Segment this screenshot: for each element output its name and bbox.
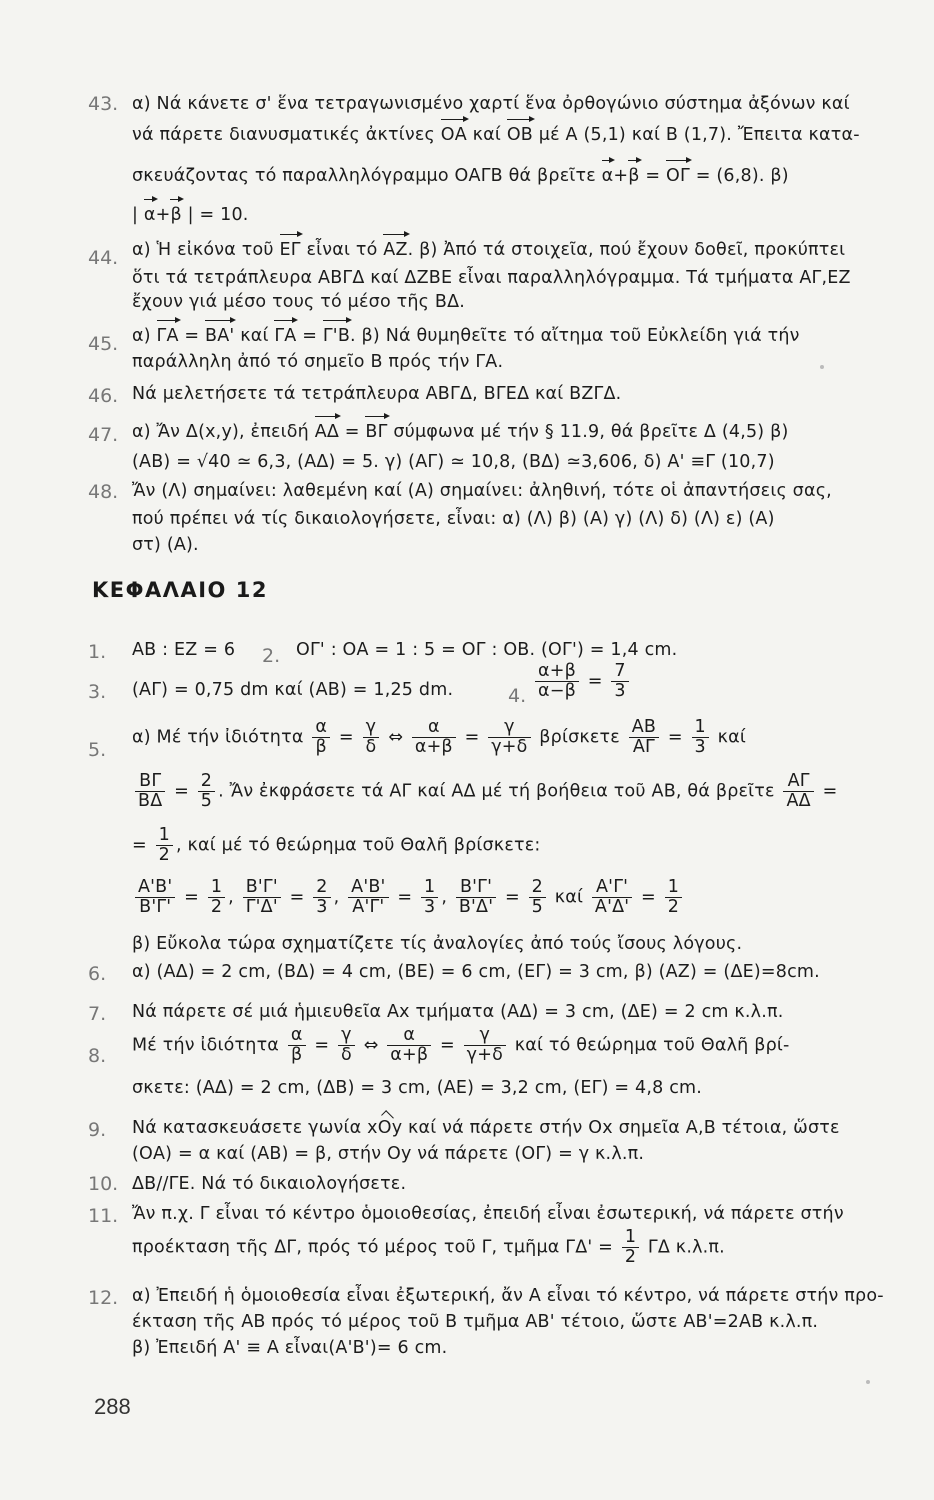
formula-line: $\frac{B\Gamma}{B\Delta}$ = $\frac{2}{5}$ . Ἄν ἐκφράσετε τά ΑΓ καί ΑΔ μέ τή βοήθεια τοῦ ΑΒ, θά βρεῖτε $\frac{A\Gamma}{A\Delta}$ = (132, 772, 894, 811)
text-line: (ΟΑ) = α καί (ΑΒ) = β, στήν Οy νά πάρετε (ΟΓ) = γ κ.λ.π. (132, 1144, 645, 1164)
exercise-number: 9. (88, 1119, 107, 1141)
exercise-number: 10. (88, 1173, 119, 1195)
vector: ΟΒ (506, 125, 533, 145)
page-number: 288 (94, 1394, 131, 1419)
text-line: α) Ἡ εἰκόνα τοῦ ΕΓ εἶναι τό ΑΖ. β) Ἀπό τά στοιχεῖα, πού ἔχουν δοθεῖ, προκύπτει (132, 240, 846, 260)
text-line: παράλληλη ἀπό τό σημεῖο Β πρός τήν ΓΑ. (132, 352, 504, 372)
text-line: α) (ΑΔ) = 2 cm, (ΒΔ) = 4 cm, (ΒΕ) = 6 cm, (ΕΓ) = 3 cm, β) (ΑΖ) = (ΔΕ)=8cm. (132, 962, 820, 982)
formula-line: α) Μέ τήν ἰδιότητα $\frac{\alpha}{\beta}$ = $\frac{\gamma}{\delta}$ ⇔ $\frac{\alpha}{\alpha+\beta}$ = $\frac{\gamma}{\gamma+\delta}$ βρίσκετε $\frac{AB}{A\Gamma}$ = $\frac{1}{3}$ καί (132, 717, 747, 757)
text-line: Νά μελετήσετε τά τετράπλευρα ΑΒΓΔ, ΒΓΕΔ καί ΒΖΓΔ. (132, 384, 622, 404)
text-line: νά πάρετε διανυσματικές ἀκτίνες ΟΑ καί ΟΒ μέ Α (5,1) καί Β (1,7). Ἔπειτα κατα- (132, 125, 860, 145)
speck (820, 365, 824, 369)
text-line: ΔΒ//ΓΕ. Νά τό δικαιολογήσετε. (132, 1174, 407, 1194)
exercise-number: 8. (88, 1045, 107, 1067)
text-line: ΟΓ' : ΟΑ = 1 : 5 = ΟΓ : ΟΒ. (ΟΓ') = 1,4 cm. (296, 640, 678, 660)
vector: ΕΓ (279, 240, 301, 260)
exercise-number: 6. (88, 963, 107, 985)
exercise-number: 47. (88, 424, 119, 446)
text-line: πού πρέπει νά τίς δικαιολογήσετε, εἶναι: α) (Λ) β) (Α) γ) (Λ) δ) (Λ) ε) (Α) (132, 509, 775, 529)
vector: β (170, 205, 182, 225)
text-line: σκετε: (ΑΔ) = 2 cm, (ΔΒ) = 3 cm, (ΑΕ) = 3,2 cm, (ΕΓ) = 4,8 cm. (132, 1078, 703, 1098)
exercise-number: 44. (88, 247, 119, 269)
exercise-number: 46. (88, 385, 119, 407)
exercise-number: 7. (88, 1003, 107, 1025)
exercise-number: 2. (262, 645, 281, 667)
angle-hat: Ο (377, 1118, 392, 1138)
vector: ΟΓ (666, 166, 690, 186)
formula-line: = $\frac{1}{2}$ , καί μέ τό θεώρημα τοῦ Θαλῆ βρίσκετε: (132, 825, 541, 865)
formula-line: Μέ τήν ἰδιότητα $\frac{\alpha}{\beta}$ = $\frac{\gamma}{\delta}$ ⇔ $\frac{\alpha}{\alpha+\beta}$ = $\frac{\gamma}{\gamma+\delta}$ καί τό θεώρημα τοῦ Θαλῆ βρί- (132, 1025, 790, 1065)
text-line: (ΑΒ) = √40 ≃ 6,3, (ΑΔ) = 5. γ) (ΑΓ) ≃ 10,8, (ΒΔ) ≃3,606, δ) Α' ≡Γ (10,7) (132, 452, 775, 472)
speck (866, 1380, 870, 1384)
text-line: έκταση τῆς ΑΒ πρός τό μέρος τοῦ Β τμῆμα ΑΒ' τέτοιο, ὥστε ΑΒ'=2ΑΒ κ.λ.π. (132, 1312, 819, 1332)
text-line: α) ΓΑ = ΒΑ' καί ΓΑ = Γ'Β. β) Νά θυμηθεῖτε τό αἴτημα τοῦ Εὐκλείδη γιά τήν (132, 326, 800, 346)
vector: ΟΑ (440, 125, 467, 145)
vector: Γ'Β (322, 326, 351, 346)
text-line: β) Εὔκολα τώρα σχηματίζετε τίς ἀναλογίες ἀπό τούς ἴσους λόγους. (132, 934, 743, 954)
text-line: ὅτι τά τετράπλευρα ΑΒΓΔ καί ΔΖΒΕ εἶναι παραλληλόγραμμα. Τά τμήματα ΑΓ,ΕΖ (132, 268, 851, 288)
exercise-number: 43. (88, 93, 119, 115)
text-line: Νά πάρετε σέ μιά ἡμιευθεῖα Αx τμήματα (ΑΔ) = 3 cm, (ΔΕ) = 2 cm κ.λ.π. (132, 1002, 784, 1022)
exercise-number: 12. (88, 1287, 119, 1309)
text-line: (ΑΓ) = 0,75 dm καί (ΑΒ) = 1,25 dm. (132, 680, 454, 700)
text-line: στ) (Α). (132, 535, 199, 555)
text-line: ἔχουν γιά μέσο τους τό μέσο τῆς ΒΔ. (132, 292, 466, 312)
vector: ΒΑ' (205, 326, 235, 346)
text-line: α) Ἄν Δ(x,y), ἐπειδή ΑΔ = ΒΓ σύμφωνα μέ τήν § 11.9, θά βρεῖτε Δ (4,5) β) (132, 422, 789, 442)
exercise-number: 4. (508, 685, 527, 707)
vector: ΑΔ (314, 422, 340, 442)
text-line: ΑΒ : ΕΖ = 6 (132, 640, 236, 660)
text-line: Ἄν π.χ. Γ εἶναι τό κέντρο ὁμοιοθεσίας, ἐπειδή εἶναι ἐσωτερική, νά πάρετε στήν (132, 1204, 844, 1224)
exercise-number: 1. (88, 641, 107, 663)
text-line: Νά κατασκευάσετε γωνία xΟy καί νά πάρετε στήν Οx σημεῖα Α,Β τέτοια, ὥστε (132, 1118, 840, 1138)
vector: α (601, 166, 614, 186)
text-line: | α+β | = 10. (132, 205, 249, 225)
text-line: α) Νά κάνετε σ' ἕνα τετραγωνισμένο χαρτί ἕνα ὀρθογώνιο σύστημα ἀξόνων καί (132, 94, 850, 114)
formula: $\frac{\alpha+\beta}{\alpha-\beta}$ = $\frac{7}{3}$ (532, 662, 894, 701)
text-line: Ἄν (Λ) σημαίνει: λαθεμένη καί (Α) σημαίνει: ἀληθινή, τότε οἱ ἀπαντήσεις σας, (132, 481, 832, 501)
text-line: α) Ἐπειδή ἡ ὁμοιοθεσία εἶναι ἐξωτερική, ἄν Α εἶναι τό κέντρο, νά πάρετε στήν προ- (132, 1286, 884, 1306)
formula-line: $\frac{A'B'}{B'\Gamma'}$ = $\frac{1}{2}$ , $\frac{B'\Gamma'}{\Gamma'\Delta'}$ = $\frac{2}{3}$ , $\frac{A'B'}{A'\Gamma'}$ = $\frac{1}{3}$ , $\frac{B'\Gamma'}{B'\Delta'}$ = $\frac{2}{5}$ καί $\frac{A'\Gamma'}{A'\Delta'}$ = $\frac{1}{2}$ (132, 878, 894, 917)
vector: α (143, 205, 156, 225)
exercise-number: 3. (88, 681, 107, 703)
formula-line: προέκταση τῆς ΔΓ, πρός τό μέρος τοῦ Γ, τμῆμα ΓΔ' = $\frac{1}{2}$ ΓΔ κ.λ.π. (132, 1227, 725, 1267)
text-line: σκευάζοντας τό παραλληλόγραμμο ΟΑΓΒ θά βρεῖτε α+β = ΟΓ = (6,8). β) (132, 166, 789, 186)
vector: ΓΑ (274, 326, 297, 346)
vector: ΓΑ (156, 326, 179, 346)
vector: β (628, 166, 640, 186)
text-line: β) Ἐπειδή Α' ≡ Α εἶναι(Α'Β')= 6 cm. (132, 1338, 448, 1358)
chapter-heading: ΚΕΦΑΛΑΙΟ 12 (92, 578, 268, 602)
exercise-number: 5. (88, 739, 107, 761)
vector: ΒΓ (365, 422, 388, 442)
exercise-number: 48. (88, 481, 119, 503)
vector: ΑΖ (383, 240, 408, 260)
exercise-number: 11. (88, 1205, 119, 1227)
exercise-number: 45. (88, 333, 119, 355)
